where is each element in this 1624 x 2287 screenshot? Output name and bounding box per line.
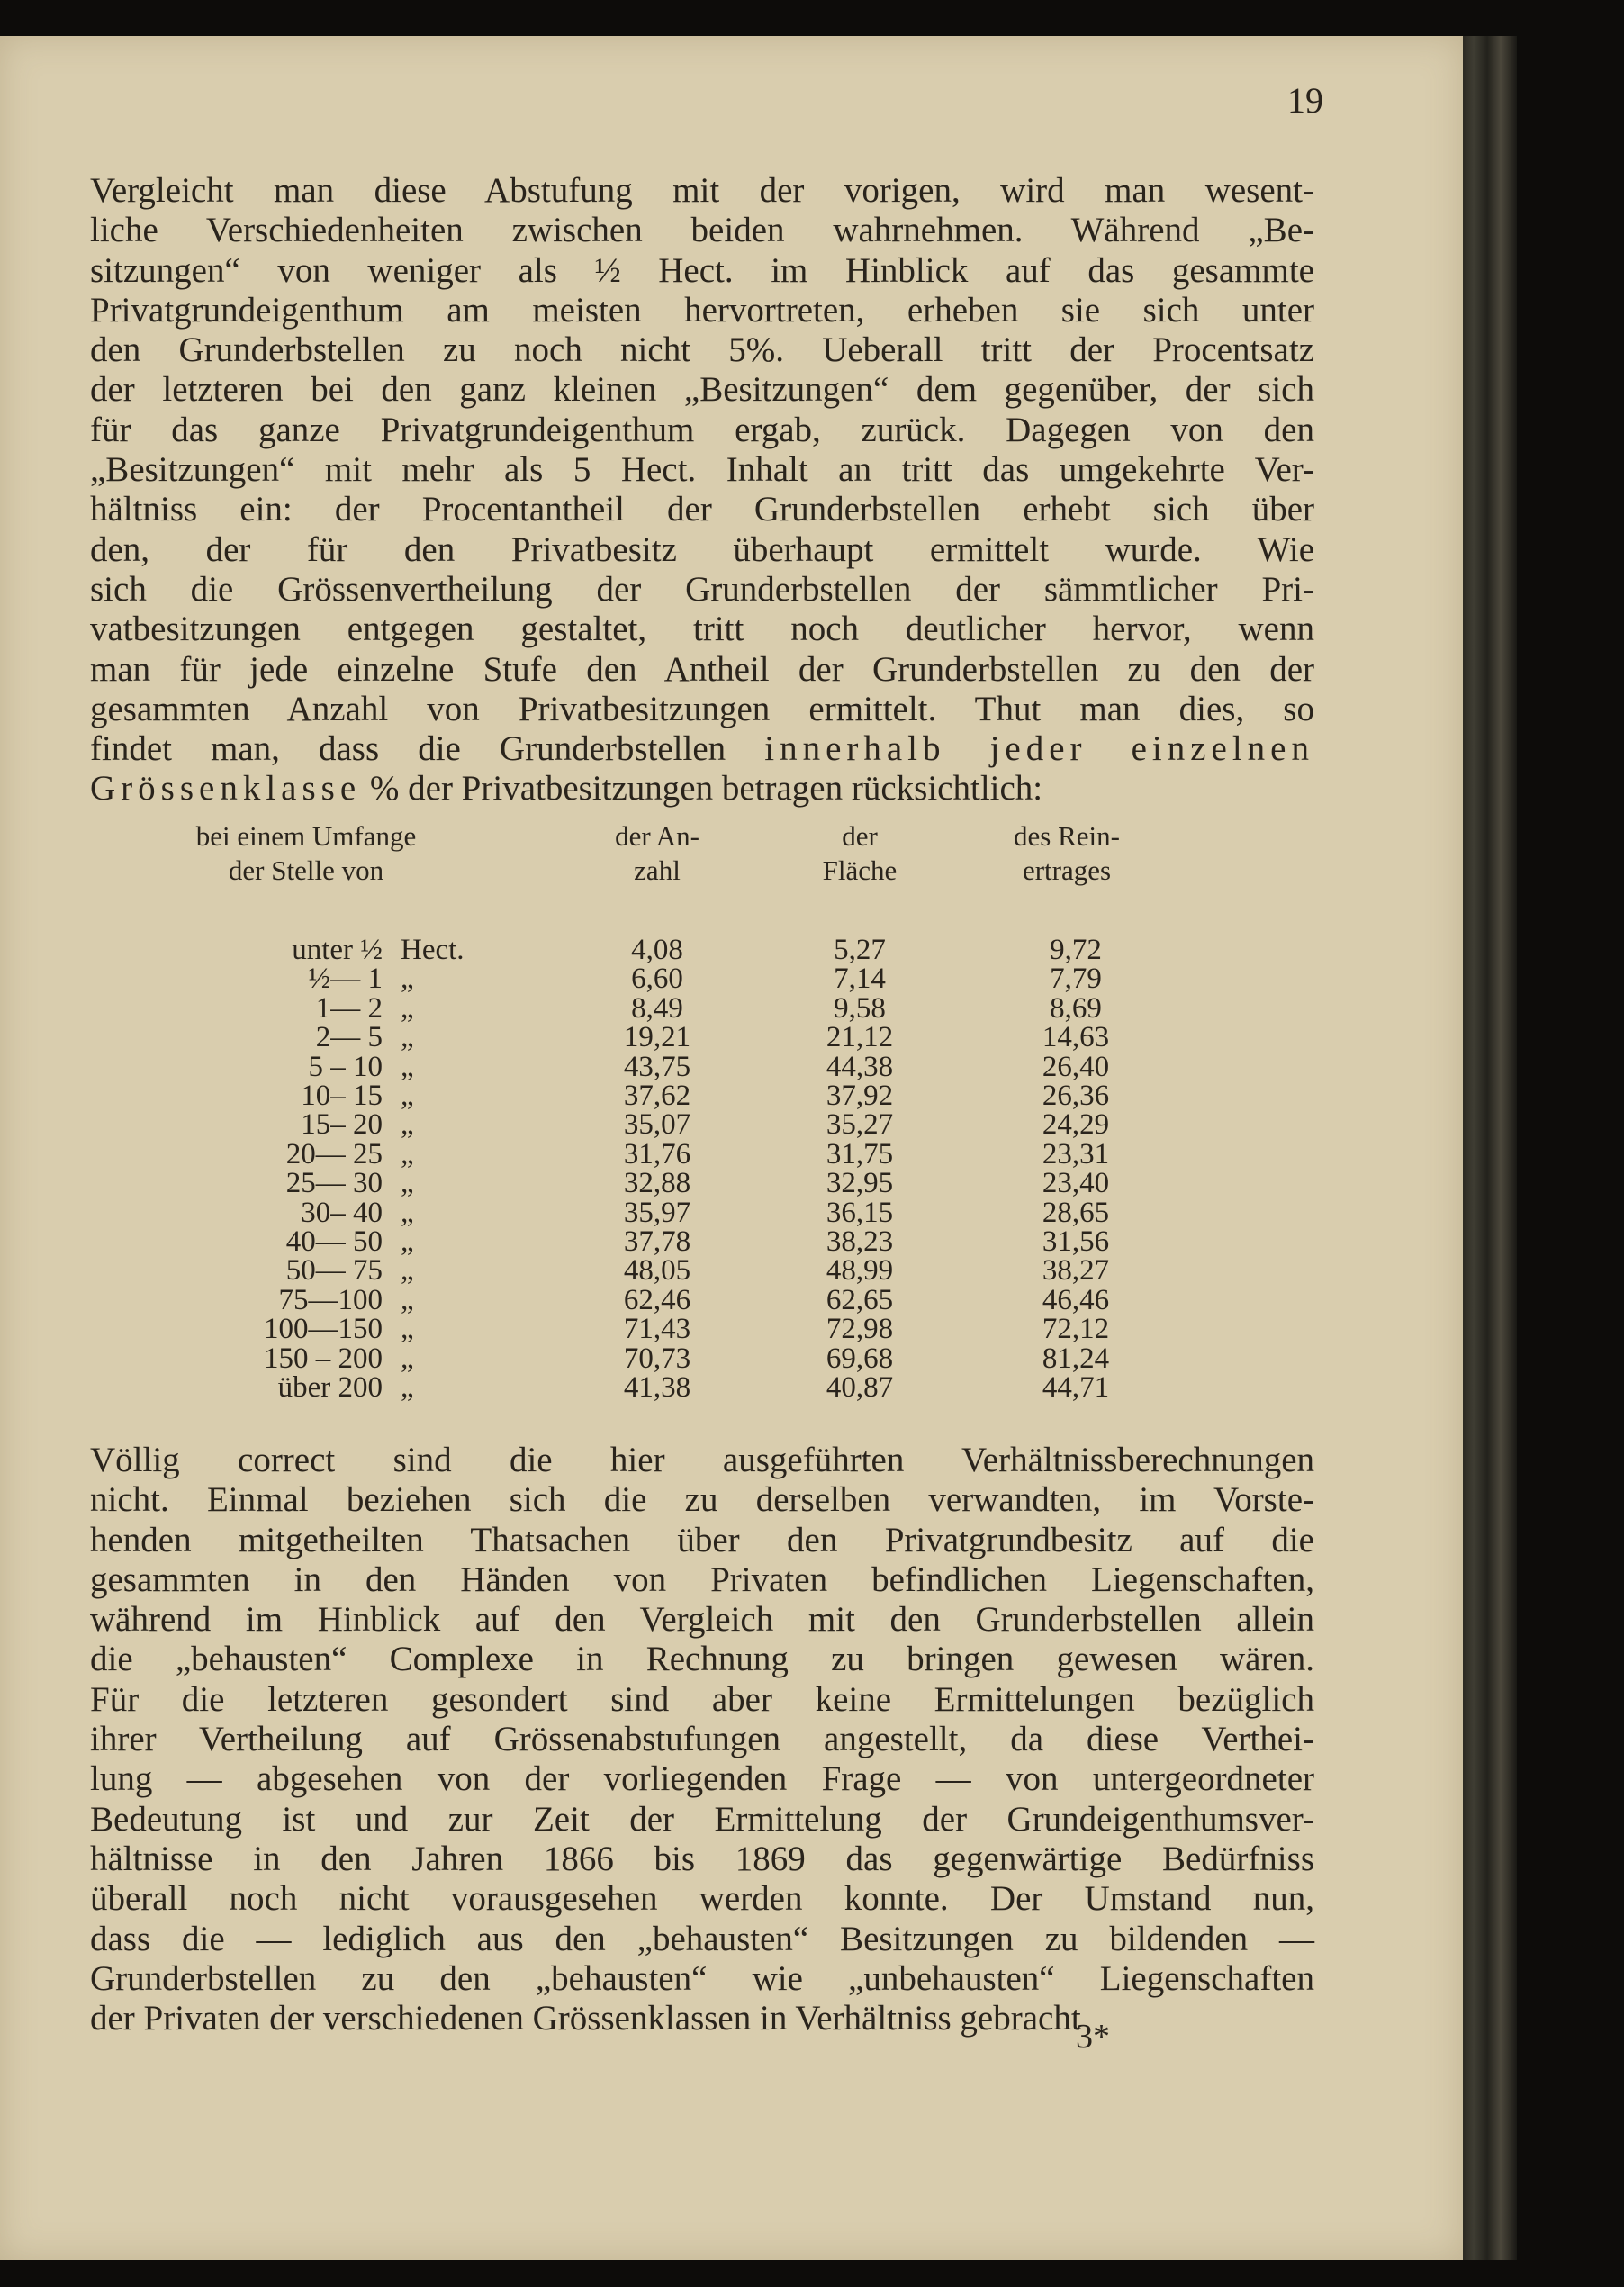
text-line: während im Hinblick auf den Vergleich mit den Grunderbstellen allein	[90, 1600, 1314, 1640]
header-count: der An- zahl	[615, 820, 699, 886]
range-cell: 150 – 200	[264, 1342, 383, 1375]
range-cell: 1— 2	[315, 991, 383, 1025]
unit-cell: „	[401, 1080, 414, 1112]
unit-cell: „	[401, 1254, 414, 1288]
range-cell: 15– 20	[301, 1108, 383, 1142]
text-line: gesammten Anzahl von Privatbesitzungen ermittelt. Thut man dies, so	[90, 689, 1314, 728]
table-row	[0, 1254, 1463, 1286]
text-line: ihrer Vertheilung auf Grössenabstufungen angestellt, da diese Verthei-	[90, 1720, 1314, 1759]
unit-cell: „	[401, 1050, 414, 1083]
range-cell: 40— 50	[285, 1225, 383, 1258]
unit-cell: „	[401, 1225, 414, 1258]
table-row	[0, 1371, 1463, 1403]
book-page	[0, 36, 1463, 2260]
yield-cell: 81,24	[1042, 1342, 1110, 1375]
area-cell: 69,68	[826, 1342, 894, 1375]
paragraph-2	[90, 1441, 1314, 2038]
text-line: Grunderbstellen zu den „behausten“ wie „unbehausten“ Liegenschaften	[90, 1958, 1314, 1998]
unit-cell: „	[401, 1167, 414, 1200]
range-cell: über 200	[277, 1371, 383, 1404]
range-cell: unter ½	[292, 934, 383, 966]
text-line: nicht. Einmal beziehen sich die zu derselben verwandten, im Vorste-	[90, 1480, 1314, 1520]
table-row	[0, 1167, 1463, 1198]
text-line: Privatgrundeigenthum am meisten hervortreten, erheben sie sich unter	[90, 290, 1314, 330]
text-line: hältniss ein: der Procentantheil der Grunderbstellen erhebt sich über	[90, 490, 1314, 529]
count-cell: 43,75	[623, 1050, 691, 1083]
area-cell: 48,99	[826, 1254, 894, 1288]
yield-cell: 38,27	[1042, 1254, 1110, 1288]
area-cell: 36,15	[826, 1196, 894, 1229]
book-binding-edge	[1463, 36, 1517, 2260]
unit-cell: „	[401, 1371, 414, 1404]
table-row	[0, 1197, 1463, 1228]
count-cell: 48,05	[623, 1254, 691, 1288]
count-cell: 4,08	[631, 934, 683, 966]
count-cell: 32,88	[623, 1167, 691, 1200]
unit-cell: „	[401, 1108, 414, 1142]
range-cell: 75—100	[278, 1283, 383, 1316]
text-line: dass die — lediglich aus den „behausten“ Besitzungen zu bildenden —	[90, 1919, 1314, 1958]
paragraph-1	[90, 171, 1314, 809]
yield-cell: 72,12	[1042, 1313, 1110, 1346]
text-line: Völlig correct sind die hier ausgeführten Verhältnissberechnungen	[90, 1441, 1314, 1479]
table-row	[0, 1051, 1463, 1082]
text-line: man für jede einzelne Stufe den Antheil der Grunderbstellen zu den der	[90, 649, 1314, 689]
text-line: sitzungen“ von weniger als ½ Hect. im Hinblick auf das gesammte	[90, 250, 1314, 290]
table-row	[0, 1225, 1463, 1257]
count-cell: 31,76	[623, 1137, 691, 1171]
unit-cell: „	[401, 1021, 414, 1054]
count-cell: 8,49	[631, 991, 683, 1025]
unit-cell: „	[401, 991, 414, 1025]
area-cell: 38,23	[826, 1225, 894, 1258]
text-line: vatbesitzungen entgegen gestaltet, tritt noch deutlicher hervor, wenn	[90, 610, 1314, 649]
range-cell: 2— 5	[315, 1021, 383, 1054]
unit-cell: „	[401, 1342, 414, 1375]
text-line: „Besitzungen“ mit mehr als 5 Hect. Inhalt an tritt das umgekehrte Ver-	[90, 450, 1314, 490]
yield-cell: 23,31	[1042, 1137, 1110, 1171]
yield-cell: 31,56	[1042, 1225, 1110, 1258]
table-row	[0, 1138, 1463, 1170]
text-line: der Privaten der verschiedenen Grössenklassen in Verhältniss gebracht	[90, 1999, 1081, 2038]
range-cell: 50— 75	[285, 1254, 383, 1288]
text-line: henden mitgetheilten Thatsachen über den Privatgrundbesitz auf die	[90, 1520, 1314, 1559]
table-row	[0, 1284, 1463, 1315]
count-cell: 62,46	[623, 1283, 691, 1316]
text-line: liche Verschiedenheiten zwischen beiden wahrnehmen. Während „Be-	[90, 211, 1314, 250]
area-cell: 21,12	[826, 1021, 894, 1054]
unit-cell: „	[401, 1137, 414, 1171]
table-row	[0, 1313, 1463, 1344]
text-line: der letzteren bei den ganz kleinen „Besitzungen“ dem gegenüber, der sich	[90, 370, 1314, 410]
yield-cell: 8,69	[1050, 991, 1102, 1025]
count-cell: 35,07	[623, 1108, 691, 1142]
area-cell: 31,75	[826, 1137, 894, 1171]
unit-cell: Hect.	[401, 934, 465, 966]
header-area: der Fläche	[822, 820, 898, 886]
area-cell: 62,65	[826, 1283, 894, 1316]
yield-cell: 28,65	[1042, 1196, 1110, 1229]
area-cell: 44,38	[826, 1050, 894, 1083]
header-range: bei einem Umfange der Stelle von	[195, 820, 417, 886]
range-cell: 25— 30	[285, 1167, 383, 1200]
range-cell: 10– 15	[301, 1080, 383, 1112]
text-line: für das ganze Privatgrundeigenthum ergab, zurück. Dagegen von den	[90, 410, 1314, 449]
yield-cell: 23,40	[1042, 1167, 1110, 1200]
area-cell: 32,95	[826, 1167, 894, 1200]
header-yield: des Rein- ertrages	[1014, 820, 1120, 886]
yield-cell: 44,71	[1042, 1371, 1110, 1404]
yield-cell: 7,79	[1050, 963, 1102, 996]
area-cell: 5,27	[834, 934, 886, 966]
count-cell: 6,60	[631, 963, 683, 996]
area-cell: 7,14	[834, 963, 886, 996]
table-row	[0, 1108, 1463, 1140]
text-line: die „behausten“ Complexe in Rechnung zu bringen gewesen wären.	[90, 1640, 1314, 1679]
signature-mark: 3*	[1076, 2018, 1110, 2056]
yield-cell: 26,40	[1042, 1050, 1110, 1083]
area-cell: 72,98	[826, 1313, 894, 1346]
count-cell: 70,73	[623, 1342, 691, 1375]
count-cell: 19,21	[623, 1021, 691, 1054]
text-line: Vergleicht man diese Abstufung mit der vorigen, wird man wesent-	[90, 171, 1314, 210]
text-line: hältnisse in den Jahren 1866 bis 1869 das gegenwärtige Bedürfniss	[90, 1839, 1314, 1878]
area-cell: 9,58	[834, 991, 886, 1025]
range-cell: 30– 40	[301, 1196, 383, 1229]
area-cell: 40,87	[826, 1371, 894, 1404]
text-line: den Grunderbstellen zu noch nicht 5%. Ueberall tritt der Procentsatz	[90, 330, 1314, 370]
count-cell: 71,43	[623, 1313, 691, 1346]
yield-cell: 14,63	[1042, 1021, 1110, 1054]
range-cell: 20— 25	[285, 1137, 383, 1171]
range-cell: 100—150	[264, 1313, 383, 1346]
unit-cell: „	[401, 1196, 414, 1229]
text-line: überall noch nicht vorausgesehen werden konnte. Der Umstand nun,	[90, 1879, 1314, 1919]
text-line: Grössenklasse % der Privatbesitzungen betragen rücksichtlich:	[90, 769, 1043, 809]
page-number: 19	[1287, 80, 1323, 121]
yield-cell: 26,36	[1042, 1080, 1110, 1112]
table-row	[0, 1080, 1463, 1111]
table-row	[0, 934, 1463, 965]
text-line: Für die letzteren gesondert sind aber keine Ermittelungen bezüglich	[90, 1679, 1314, 1719]
area-cell: 35,27	[826, 1108, 894, 1142]
table-row	[0, 963, 1463, 994]
range-cell: ½— 1	[308, 963, 383, 996]
area-cell: 37,92	[826, 1080, 894, 1112]
text-line: gesammten in den Händen von Privaten befindlichen Liegenschaften,	[90, 1559, 1314, 1599]
yield-cell: 24,29	[1042, 1108, 1110, 1142]
count-cell: 37,62	[623, 1080, 691, 1112]
count-cell: 35,97	[623, 1196, 691, 1229]
count-cell: 41,38	[623, 1371, 691, 1404]
unit-cell: „	[401, 1313, 414, 1346]
text-line: lung — abgesehen von der vorliegenden Frage — von untergeordneter	[90, 1759, 1314, 1799]
yield-cell: 46,46	[1042, 1283, 1110, 1316]
text-line: findet man, dass die Grunderbstellen innerhalb jeder einzelnen	[90, 729, 1314, 769]
text-line: Bedeutung ist und zur Zeit der Ermittelung der Grundeigenthumsver-	[90, 1799, 1314, 1839]
range-cell: 5 – 10	[308, 1050, 383, 1083]
unit-cell: „	[401, 963, 414, 996]
count-cell: 37,78	[623, 1225, 691, 1258]
unit-cell: „	[401, 1283, 414, 1316]
yield-cell: 9,72	[1050, 934, 1102, 966]
table-row	[0, 1342, 1463, 1374]
text-line: den, der für den Privatbesitz überhaupt ermittelt wurde. Wie	[90, 529, 1314, 569]
text-line: sich die Grössenvertheilung der Grunderbstellen der sämmtlicher Pri-	[90, 569, 1314, 609]
table-row	[0, 1021, 1463, 1053]
table-row	[0, 992, 1463, 1024]
